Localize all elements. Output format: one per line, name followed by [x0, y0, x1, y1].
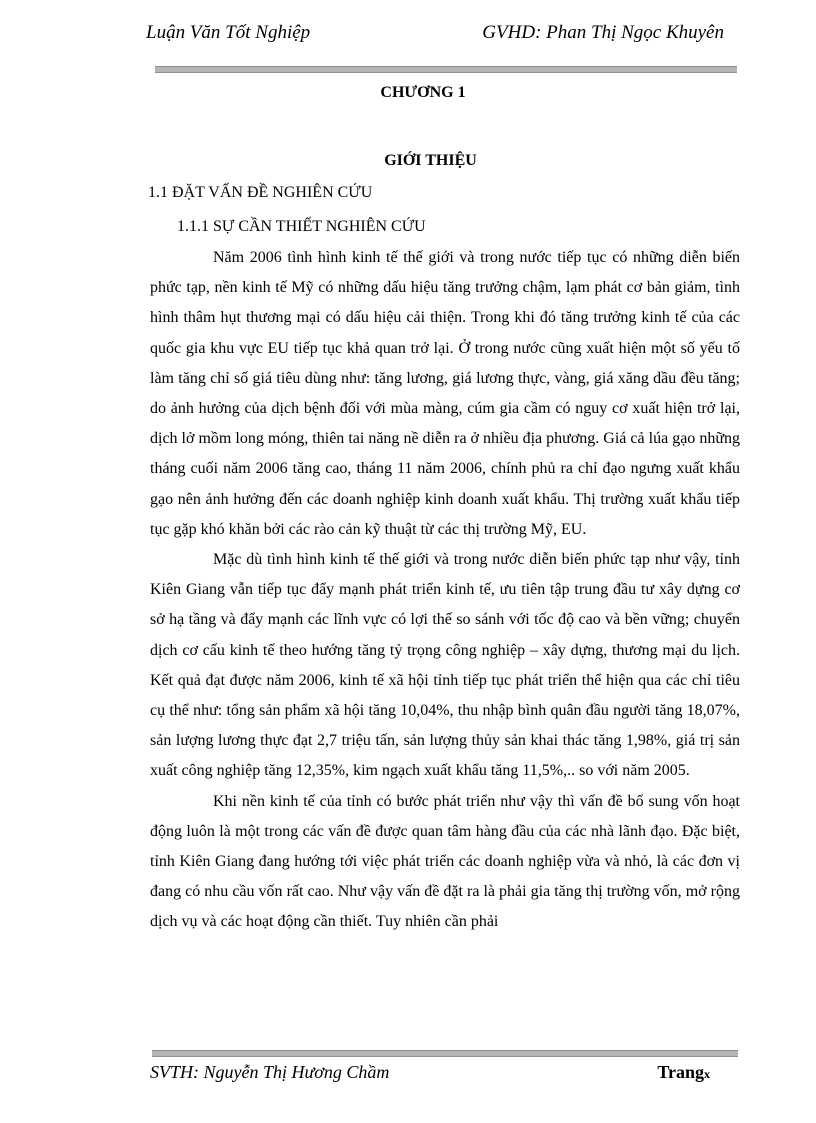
header-divider [155, 66, 737, 73]
header-thesis-title: Luận Văn Tốt Nghiệp [146, 22, 311, 43]
body-text [150, 243, 740, 938]
page-footer [150, 1062, 710, 1088]
paragraph: Năm 2006 tình hình kinh tế thế giới và trong nước tiếp tục có những diễn biến phức tạp, nền kinh tế Mỹ có những dấu hiệu tăng trưởng chậm, lạm phát cơ bản giảm, tình hình thâm hụt thương mại có dấu hiệu cải thiện. Trong khi đó tăng trưởng kinh tế của các quốc gia khu vực EU tiếp tục khả quan trở lại. Ở trong nước cũng xuất hiện một số yếu tố làm tăng chỉ số giá tiêu dùng như: tăng lương, giá lương thực, vàng, giá xăng dầu đều tăng; do ảnh hưởng của dịch bệnh đối với mùa màng, cúm gia cầm có nguy cơ xuất hiện trở lại, dịch lở mồm long móng, thiên tai năng nề diễn ra ở nhiều địa phương. Giá cả lúa gạo những tháng cuối năm 2006 tăng cao, tháng 11 năm 2006, chính phủ ra chỉ đạo ngưng xuất khẩu gạo nên ảnh hưởng đến các doanh nghiệp kinh doanh xuất khẩu. Thị trường xuất khẩu tiếp tục gặp khó khăn bởi các rào cản kỹ thuật từ các thị trường Mỹ, EU. [150, 249, 740, 538]
chapter-title: CHƯƠNG 1 [380, 84, 466, 101]
page-header [146, 22, 724, 50]
page-number-value: x [704, 1067, 710, 1081]
page-label: Trang [657, 1062, 704, 1082]
section-title: GIỚI THIỆU [384, 152, 477, 169]
heading-1-1-1: 1.1.1 SỰ CẦN THIẾT NGHIÊN CỨU [177, 218, 426, 235]
footer-divider [152, 1050, 738, 1057]
paragraph: Khi nền kinh tế của tỉnh có bước phát triển như vậy thì vấn đề bổ sung vốn hoạt động luôn là một trong các vấn đề được quan tâm hàng đầu của các nhà lãnh đạo. Đặc biệt, tỉnh Kiên Giang đang hướng tới việc phát triển các doanh nghiệp vừa và nhỏ, là các đơn vị đang có nhu cầu vốn rất cao. Như vậy vấn đề đặt ra là phải gia tăng thị trường vốn, mở rộng dịch vụ và các hoạt động cần thiết. Tuy nhiên cần phải [150, 792, 740, 931]
heading-1-1: 1.1 ĐẶT VẤN ĐỀ NGHIÊN CỨU [148, 184, 373, 201]
page-number [657, 1062, 710, 1083]
footer-student: SVTH: Nguyễn Thị Hương Chầm [150, 1062, 390, 1082]
header-advisor: GVHD: Phan Thị Ngọc Khuyên [482, 22, 724, 43]
paragraph: Mặc dù tình hình kinh tế thế giới và trong nước diễn biến phức tạp như vậy, tỉnh Kiên Giang vẫn tiếp tục đẩy mạnh phát triển kinh tế, ưu tiên tập trung đầu tư xây dựng cơ sở hạ tầng và đẩy mạnh các lĩnh vực có lợi thế so sánh với tốc độ cao và bền vững; chuyển dịch cơ cấu kinh tế theo hướng tăng tỷ trọng công nghiệp – xây dựng, thương mại du lịch. Kết quả đạt được năm 2006, kinh tế xã hội tỉnh tiếp tục phát triển thể hiện qua các chỉ tiêu cụ thể như: tổng sản phẩm xã hội tăng 10,04%, thu nhập bình quân đầu người tăng 18,07%, sản lượng lương thực đạt 2,7 triệu tấn, sản lượng thủy sản khai thác tăng 1,98%, giá trị sản xuất công nghiệp tăng 12,35%, kim ngạch xuất khẩu tăng 11,5%,.. so với năm 2005. [150, 551, 740, 780]
